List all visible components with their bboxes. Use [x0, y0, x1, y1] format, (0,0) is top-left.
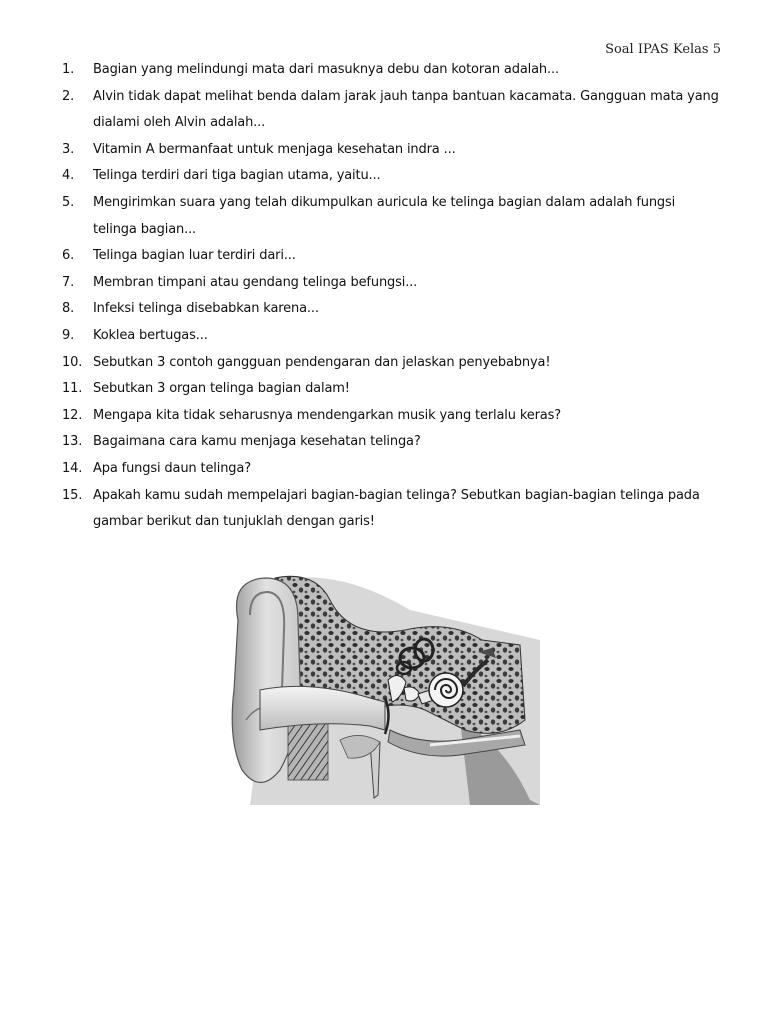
document-header: Soal IPAS Kelas 5 — [605, 42, 721, 57]
question-item — [62, 350, 722, 377]
question-item — [62, 456, 722, 483]
question-number: 1. — [62, 62, 75, 77]
question-number: 13. — [62, 434, 83, 450]
question-text: Telinga terdiri dari tiga bagian utama, yaitu... — [93, 168, 381, 184]
question-text: Vitamin A bermanfaat untuk menjaga kesehatan indra ... — [93, 141, 456, 157]
question-text: Mengirimkan suara yang telah dikumpulkan auricula ke telinga bagian dalam adalah fungsi telinga bagian... — [93, 194, 676, 237]
question-number: 7. — [62, 274, 75, 290]
question-number: 6. — [62, 248, 75, 264]
question-text: Alvin tidak dapat melihat benda dalam jarak jauh tanpa bantuan kacamata. Gangguan mata yang dialami oleh Alvin adalah... — [93, 88, 719, 131]
question-item — [62, 429, 722, 456]
question-number: 10. — [62, 354, 83, 370]
question-item — [62, 243, 722, 270]
question-item — [62, 57, 722, 84]
question-text: Koklea bertugas... — [93, 327, 208, 343]
question-item — [62, 137, 722, 164]
question-number: 14. — [62, 460, 83, 476]
question-text: Apa fungsi daun telinga? — [93, 460, 251, 476]
question-item — [62, 323, 722, 350]
question-item — [62, 296, 722, 323]
question-text: Sebutkan 3 organ telinga bagian dalam! — [93, 381, 350, 397]
question-number: 2. — [62, 88, 75, 104]
question-number: 12. — [62, 407, 83, 423]
question-item — [62, 190, 722, 243]
question-item — [62, 84, 722, 137]
question-text: Membran timpani atau gendang telinga befungsi... — [93, 274, 418, 290]
question-text: Bagaimana cara kamu menjaga kesehatan telinga? — [93, 434, 421, 450]
question-text: Mengapa kita tidak seharusnya mendengarkan musik yang terlalu keras? — [93, 407, 561, 423]
question-text: Infeksi telinga disebabkan karena... — [93, 301, 319, 317]
question-item — [62, 376, 722, 403]
question-item — [62, 270, 722, 297]
ear-anatomy-illustration — [220, 570, 540, 805]
question-item — [62, 403, 722, 430]
question-number: 8. — [62, 301, 75, 317]
question-number: 5. — [62, 194, 75, 210]
question-list — [62, 57, 722, 536]
question-item — [62, 483, 722, 536]
question-number: 4. — [62, 168, 75, 184]
question-text: Telinga bagian luar terdiri dari... — [93, 248, 296, 264]
question-number: 9. — [62, 327, 75, 343]
question-number: 11. — [62, 381, 83, 397]
question-text: Bagian yang melindungi mata dari masuknya debu dan kotoran adalah... — [93, 62, 559, 77]
question-item — [62, 163, 722, 190]
question-number: 3. — [62, 141, 75, 157]
question-number: 15. — [62, 487, 83, 503]
question-text: Sebutkan 3 contoh gangguan pendengaran dan jelaskan penyebabnya! — [93, 354, 551, 370]
question-text: Apakah kamu sudah mempelajari bagian-bagian telinga? Sebutkan bagian-bagian telinga pada gambar berikut dan tunjuklah dengan garis! — [93, 487, 700, 530]
